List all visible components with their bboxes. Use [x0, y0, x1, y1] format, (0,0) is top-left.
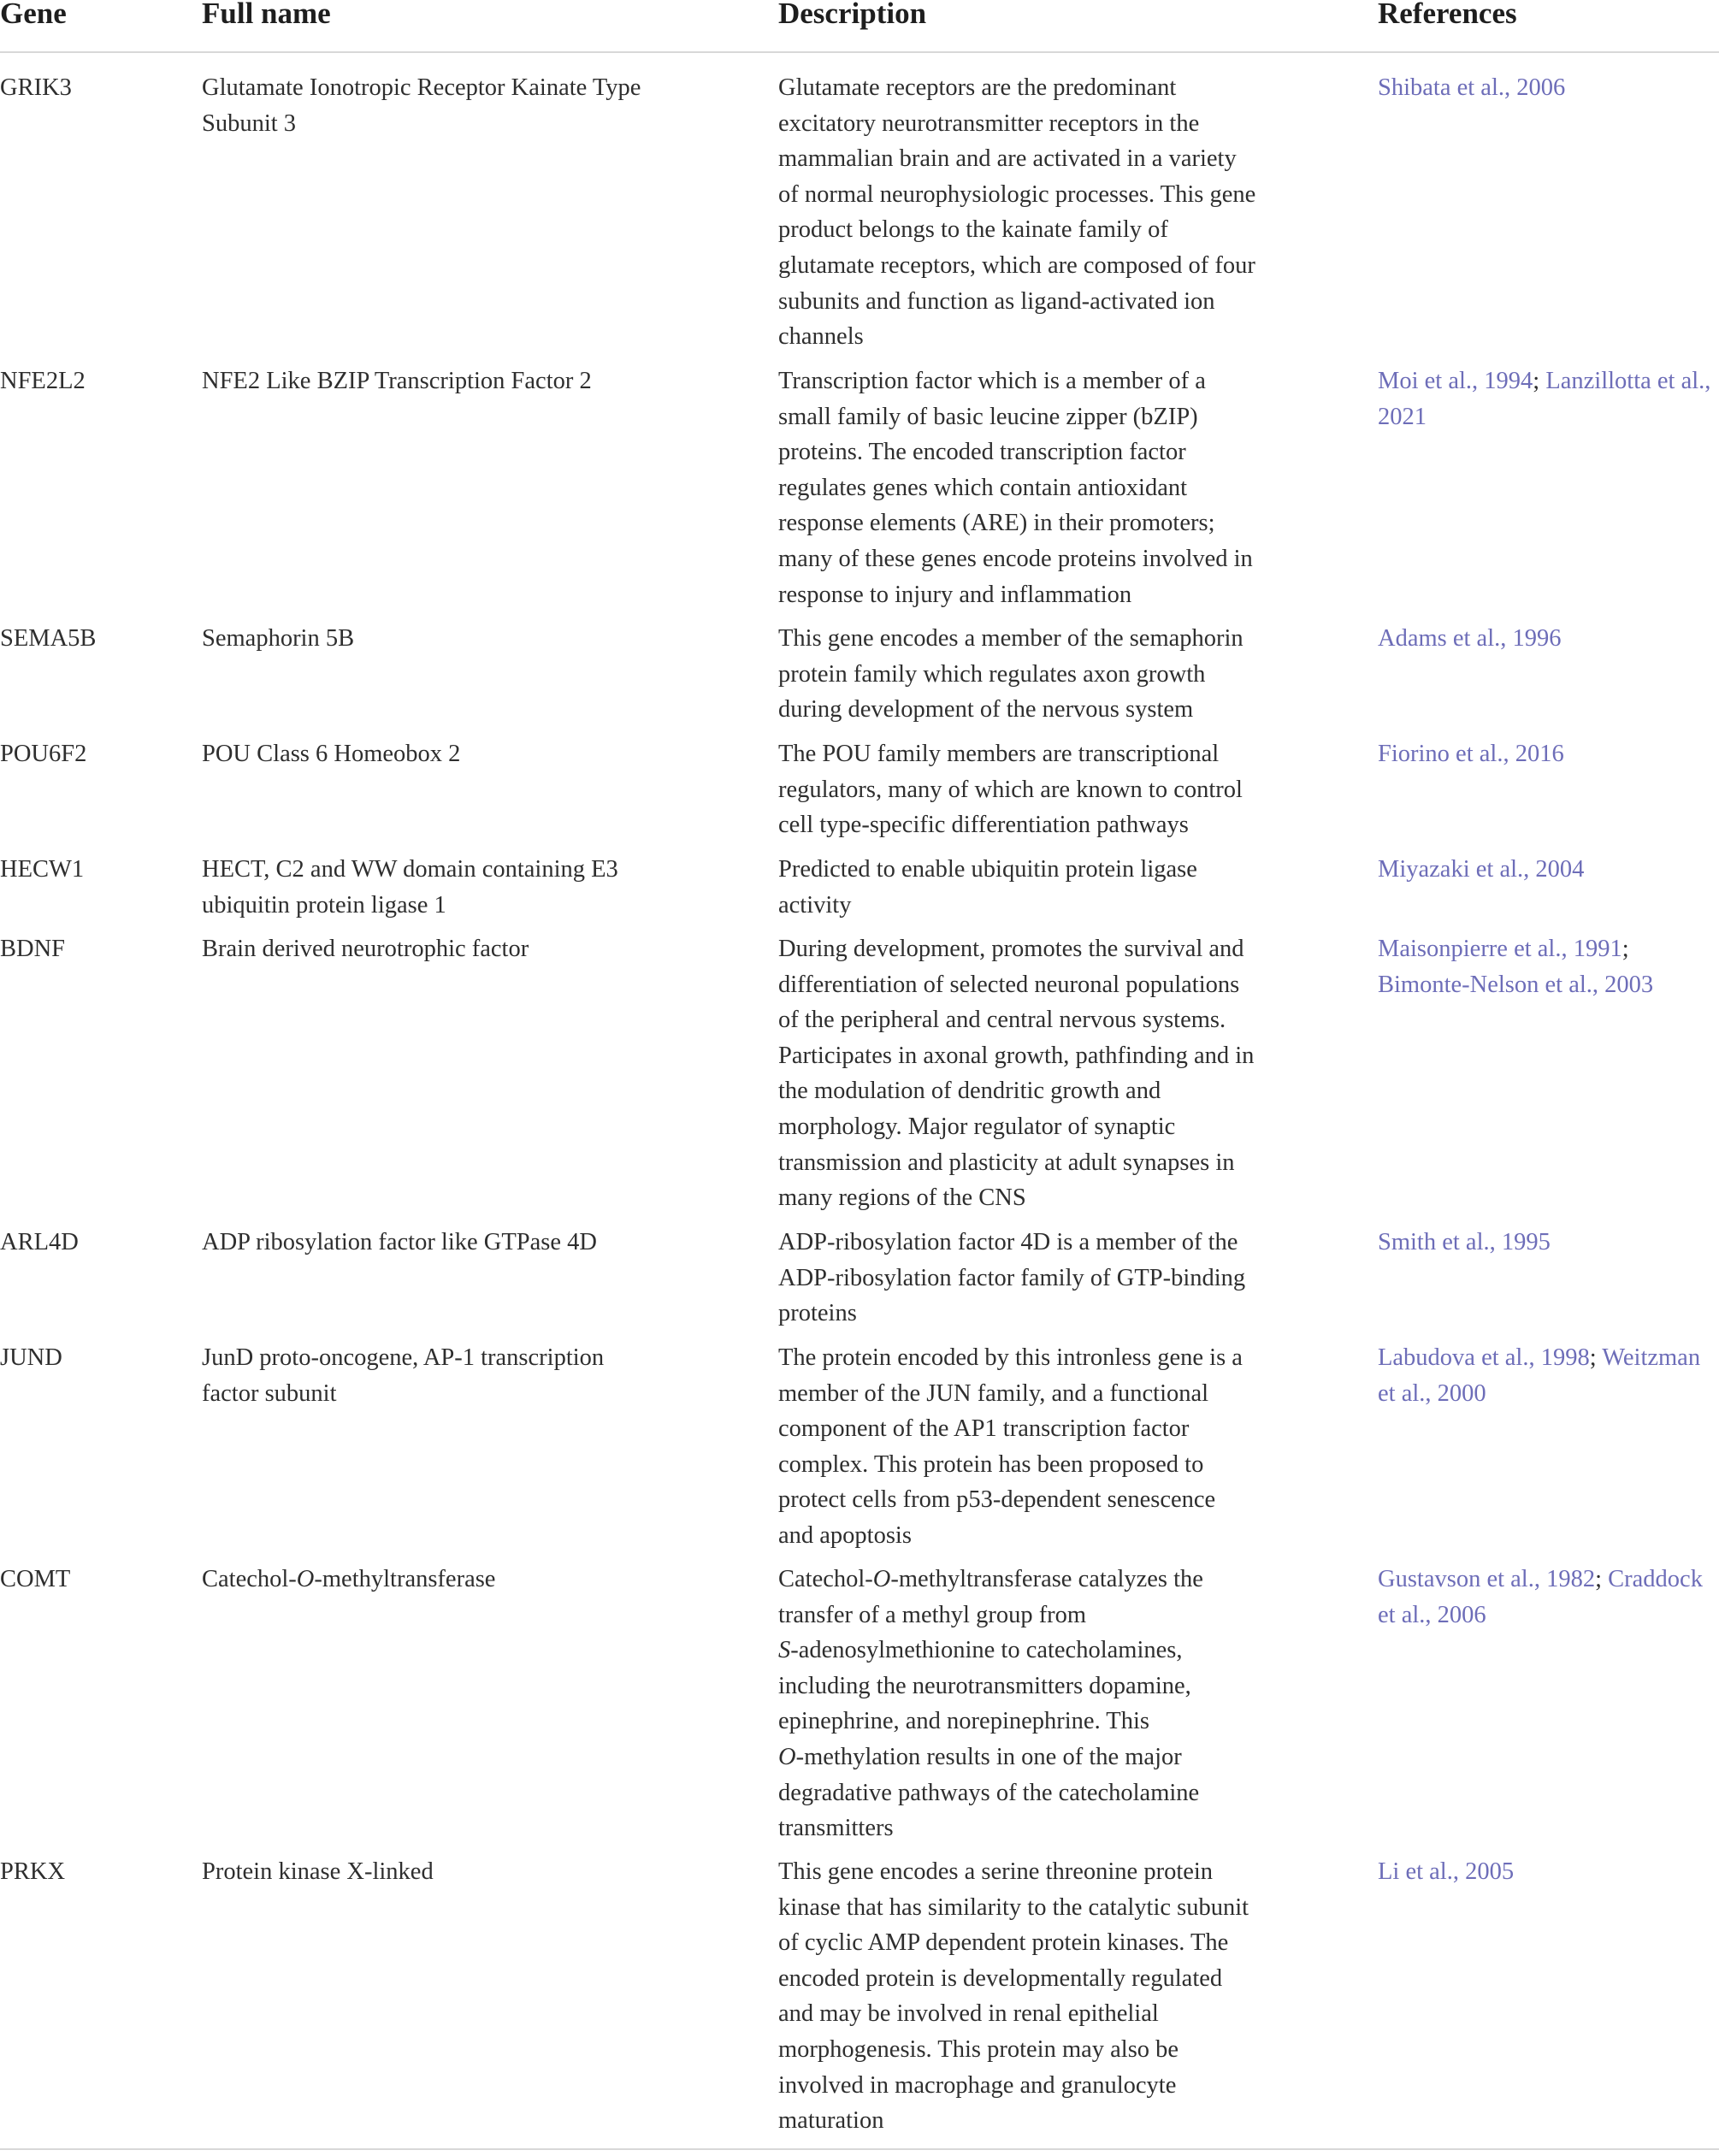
- header-gene: Gene: [0, 0, 67, 30]
- references-cell: [1378, 1225, 1719, 1261]
- references-cell: [1378, 621, 1719, 657]
- reference-link[interactable]: et al., 2000: [1378, 1379, 1486, 1407]
- header-description: Description: [778, 0, 927, 30]
- full-name-cell: Protein kinase X-linked: [202, 1858, 434, 1885]
- reference-link[interactable]: Gustavson et al., 1982: [1378, 1566, 1596, 1592]
- description-cell: Transcription factor which is a member of a small family of basic leucine zipper (bZIP) proteins. The encoded transcription factor regulates genes which contain antioxidant response elements (ARE) in their promoters; many of these genes encode proteins involved in response to injury and inflammation: [778, 368, 1253, 608]
- gene-cell: BDNF: [0, 936, 66, 962]
- references-cell: Gustavson et al., 1982; Craddock et al., 2006: [1378, 1566, 1703, 1628]
- references-cell: Labudova et al., 1998; Weitzman et al., 2000: [1378, 1344, 1701, 1407]
- description-cell: ADP-ribosylation factor 4D is a member of the ADP-ribosylation factor family of GTP-binding proteins: [778, 1229, 1246, 1327]
- gene-cell: SEMA5B: [0, 625, 97, 652]
- gene-cell: NFE2L2: [0, 368, 86, 394]
- description-cell: During development, promotes the survival and differentiation of selected neuronal populations of the peripheral and central nervous systems. Participates in axonal growth, pathfinding and in the modulation of dendritic growth and morphology. Major regulator of synaptic transmission and plasticity at adult synapses in many regions of the CNS: [778, 936, 1255, 1212]
- table-header: [0, 0, 1719, 53]
- gene-cell: GRIK3: [0, 74, 72, 101]
- gene-cell: ARL4D: [0, 1229, 79, 1255]
- reference-link[interactable]: 2021: [1378, 403, 1427, 430]
- full-name-cell: HECT, C2 and WW domain containing E3 ubiquitin protein ligase 1: [202, 856, 618, 919]
- description-cell: The POU family members are transcriptional regulators, many of which are known to control cell type-specific differentiation pathways: [778, 741, 1243, 839]
- description-cell: Predicted to enable ubiquitin protein ligase activity: [778, 856, 1197, 919]
- reference-link[interactable]: Shibata et al., 2006: [1378, 74, 1566, 101]
- reference-link[interactable]: Lanzillotta et al.,: [1545, 368, 1711, 394]
- reference-link[interactable]: Adams et al., 1996: [1378, 625, 1562, 652]
- reference-link[interactable]: Labudova et al., 1998: [1378, 1344, 1590, 1371]
- references-cell: Moi et al., 1994; Lanzillotta et al., 2021: [1378, 368, 1711, 430]
- full-name-cell: Brain derived neurotrophic factor: [202, 936, 529, 962]
- description-cell: The protein encoded by this intronless gene is a member of the JUN family, and a functional component of the AP1 transcription factor complex. This protein has been proposed to protect cells from p53-dependent senescence and apoptosis: [778, 1344, 1243, 1549]
- gene-cell: POU6F2: [0, 741, 87, 767]
- description-cell: This gene encodes a member of the semaphorin protein family which regulates axon growth during development of the nervous system: [778, 625, 1243, 724]
- reference-link[interactable]: Moi et al., 1994: [1378, 368, 1533, 394]
- full-name-cell: Catechol-O-methyltransferase: [202, 1566, 496, 1592]
- header-references: References: [1378, 0, 1517, 30]
- reference-link[interactable]: Fiorino et al., 2016: [1378, 741, 1564, 767]
- gene-cell: HECW1: [0, 856, 85, 883]
- description-cell: Catechol-O-methyltransferase catalyzes the transfer of a methyl group from S-adenosylmethionine to catecholamines, including the neurotransmitters dopamine, epinephrine, and norepinephrine. This O-methylation results in one of the major degradative pathways of the catecholamine transmitters: [778, 1566, 1203, 1842]
- references-cell: [1378, 1854, 1719, 1890]
- reference-link[interactable]: Li et al., 2005: [1378, 1858, 1515, 1885]
- full-name-cell: Semaphorin 5B: [202, 625, 355, 652]
- reference-link[interactable]: Craddock: [1608, 1566, 1703, 1592]
- reference-link[interactable]: et al., 2006: [1378, 1601, 1486, 1628]
- gene-cell: PRKX: [0, 1858, 66, 1885]
- references-cell: [1378, 70, 1719, 106]
- reference-link[interactable]: Maisonpierre et al., 1991: [1378, 936, 1622, 962]
- reference-link[interactable]: Weitzman: [1602, 1344, 1701, 1371]
- gene-cell: JUND: [0, 1344, 62, 1371]
- full-name-cell: Glutamate Ionotropic Receptor Kainate Type Subunit 3: [202, 74, 641, 137]
- full-name-cell: NFE2 Like BZIP Transcription Factor 2: [202, 368, 592, 394]
- full-name-cell: ADP ribosylation factor like GTPase 4D: [202, 1229, 597, 1255]
- full-name-cell: JunD proto-oncogene, AP-1 transcription factor subunit: [202, 1344, 605, 1407]
- description-cell: Glutamate receptors are the predominant excitatory neurotransmitter receptors in the mammalian brain and are activated in a variety of normal neurophysiologic processes. This gene product belongs to the kainate family of glutamate receptors, which are composed of four subunits and function as ligand-activated ion channels: [778, 74, 1256, 351]
- full-name-cell: POU Class 6 Homeobox 2: [202, 741, 461, 767]
- header-full-name: Full name: [202, 0, 331, 30]
- reference-link[interactable]: Smith et al., 1995: [1378, 1229, 1551, 1255]
- references-cell: [1378, 852, 1719, 888]
- references-cell: Maisonpierre et al., 1991; Bimonte-Nelson et al., 2003: [1378, 936, 1654, 998]
- table-bottom-rule: [0, 2148, 1719, 2150]
- gene-cell: COMT: [0, 1566, 71, 1592]
- references-cell: [1378, 736, 1719, 772]
- reference-link[interactable]: Bimonte-Nelson et al., 2003: [1378, 971, 1654, 998]
- description-cell: This gene encodes a serine threonine protein kinase that has similarity to the catalytic subunit of cyclic AMP dependent protein kinases. The encoded protein is developmentally regulated and may be involved in renal epithelial morphogenesis. This protein may also be involved in macrophage and granulocyte maturation: [778, 1858, 1249, 2135]
- reference-link[interactable]: Miyazaki et al., 2004: [1378, 856, 1585, 883]
